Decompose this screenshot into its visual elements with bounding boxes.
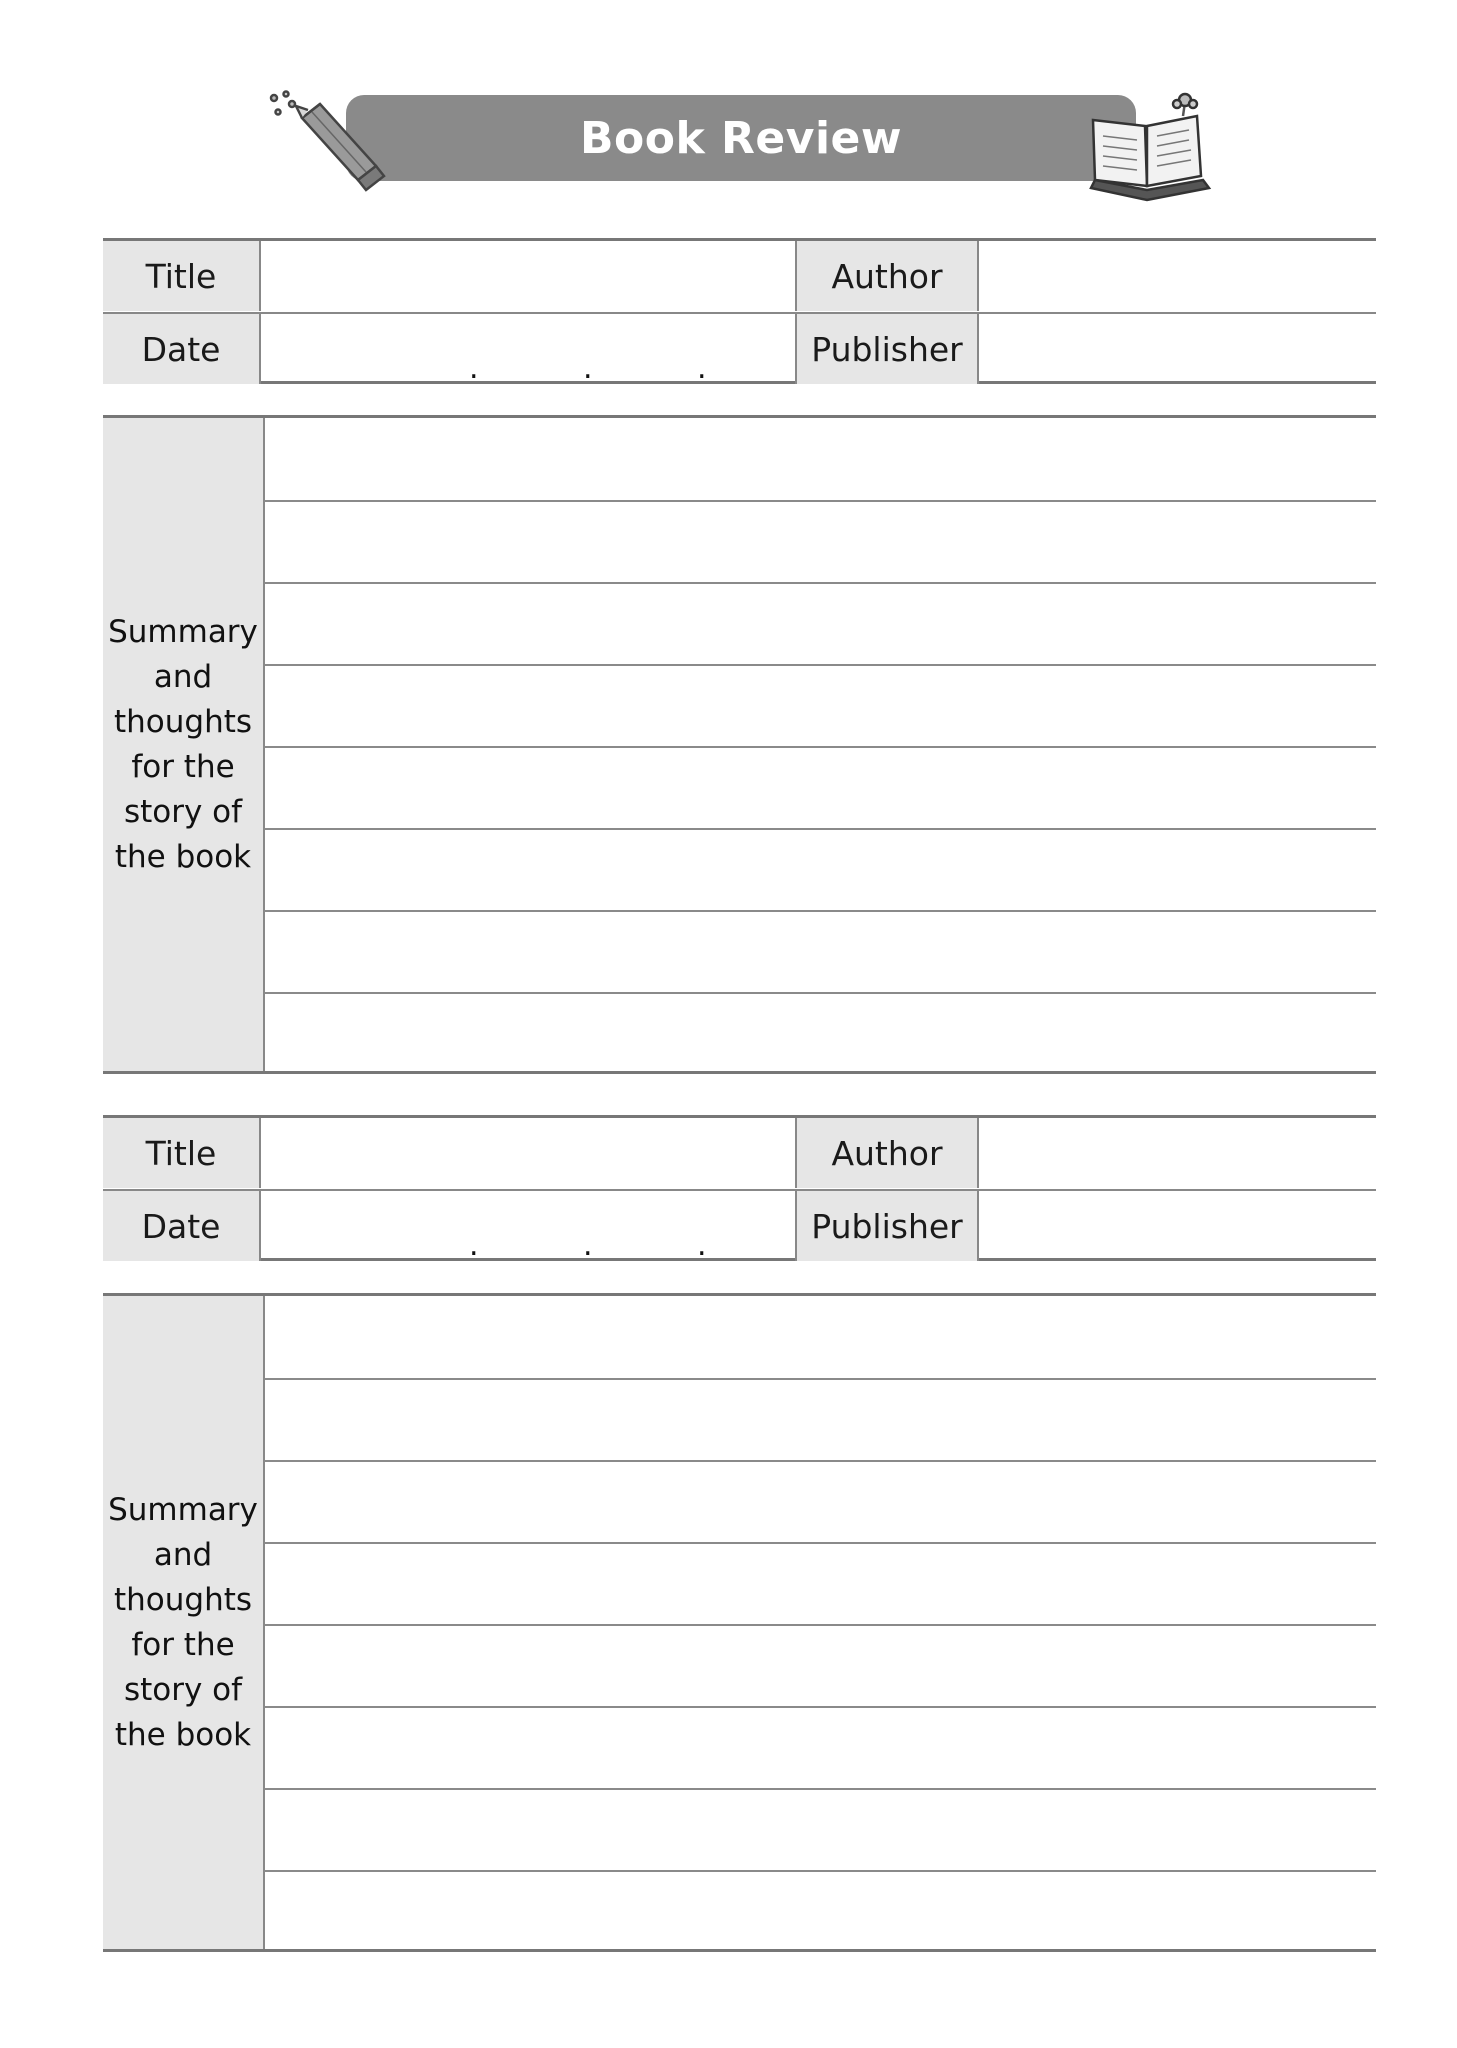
date-label: Date	[103, 314, 261, 384]
date-separator: .	[583, 1228, 593, 1263]
summary-label-line: story of	[123, 1671, 243, 1708]
summary-label-line: the book	[114, 838, 252, 875]
date-separator: .	[697, 1228, 707, 1263]
title-field[interactable]	[261, 1118, 797, 1188]
date-field[interactable]	[261, 314, 797, 384]
page-title: Book Review	[579, 112, 903, 164]
summary-writing-area[interactable]	[265, 418, 1376, 1071]
pencil-icon	[262, 88, 392, 198]
summary-label-line: story of	[123, 793, 243, 830]
author-field[interactable]	[979, 241, 1376, 311]
publisher-label: Publisher	[797, 1191, 979, 1261]
summary-label-line: thoughts	[113, 703, 253, 740]
summary-label	[108, 1488, 258, 1758]
writing-line	[265, 1788, 1376, 1790]
date-separator: .	[469, 1228, 479, 1263]
date-field[interactable]	[261, 1191, 797, 1261]
writing-line	[265, 1378, 1376, 1380]
summary-label	[108, 610, 258, 880]
date-separator: .	[469, 351, 479, 386]
summary-label-line: for the	[131, 1626, 235, 1663]
author-label: Author	[797, 1118, 979, 1188]
summary-writing-area[interactable]	[265, 1296, 1376, 1949]
publisher-field[interactable]	[979, 1191, 1376, 1261]
info-row-title-author	[103, 241, 1376, 311]
summary-label-line: thoughts	[113, 1581, 253, 1618]
writing-line	[265, 664, 1376, 666]
info-row-date-publisher	[103, 1189, 1376, 1261]
writing-line	[265, 1870, 1376, 1872]
title-label: Title	[103, 241, 261, 311]
publisher-field[interactable]	[979, 314, 1376, 384]
summary-label-line: the book	[114, 1716, 252, 1753]
info-row-title-author	[103, 1118, 1376, 1188]
writing-line	[265, 828, 1376, 830]
summary-label-line: for the	[131, 748, 235, 785]
summary-label-line: Summary	[108, 1491, 258, 1528]
summary-label-line: Summary	[108, 613, 258, 650]
summary-label-cell	[103, 1296, 265, 1949]
info-row-date-publisher	[103, 312, 1376, 384]
writing-line	[265, 1542, 1376, 1544]
writing-line	[265, 746, 1376, 748]
title-field[interactable]	[261, 241, 797, 311]
writing-line	[265, 1706, 1376, 1708]
title-label: Title	[103, 1118, 261, 1188]
writing-line	[265, 992, 1376, 994]
date-separator: .	[697, 351, 707, 386]
writing-line	[265, 500, 1376, 502]
summary-label-line: and	[153, 1536, 213, 1573]
book-info-table-1	[103, 238, 1376, 384]
date-label: Date	[103, 1191, 261, 1261]
writing-line	[265, 910, 1376, 912]
summary-table-1	[103, 415, 1376, 1074]
summary-label-cell	[103, 418, 265, 1071]
summary-label-line: and	[153, 658, 213, 695]
author-label: Author	[797, 241, 979, 311]
writing-line	[265, 582, 1376, 584]
summary-table-2	[103, 1293, 1376, 1952]
writing-line	[265, 1460, 1376, 1462]
open-book-icon	[1085, 90, 1220, 202]
writing-line	[265, 1624, 1376, 1626]
date-separator: .	[583, 351, 593, 386]
book-info-table-2	[103, 1115, 1376, 1261]
author-field[interactable]	[979, 1118, 1376, 1188]
publisher-label: Publisher	[797, 314, 979, 384]
